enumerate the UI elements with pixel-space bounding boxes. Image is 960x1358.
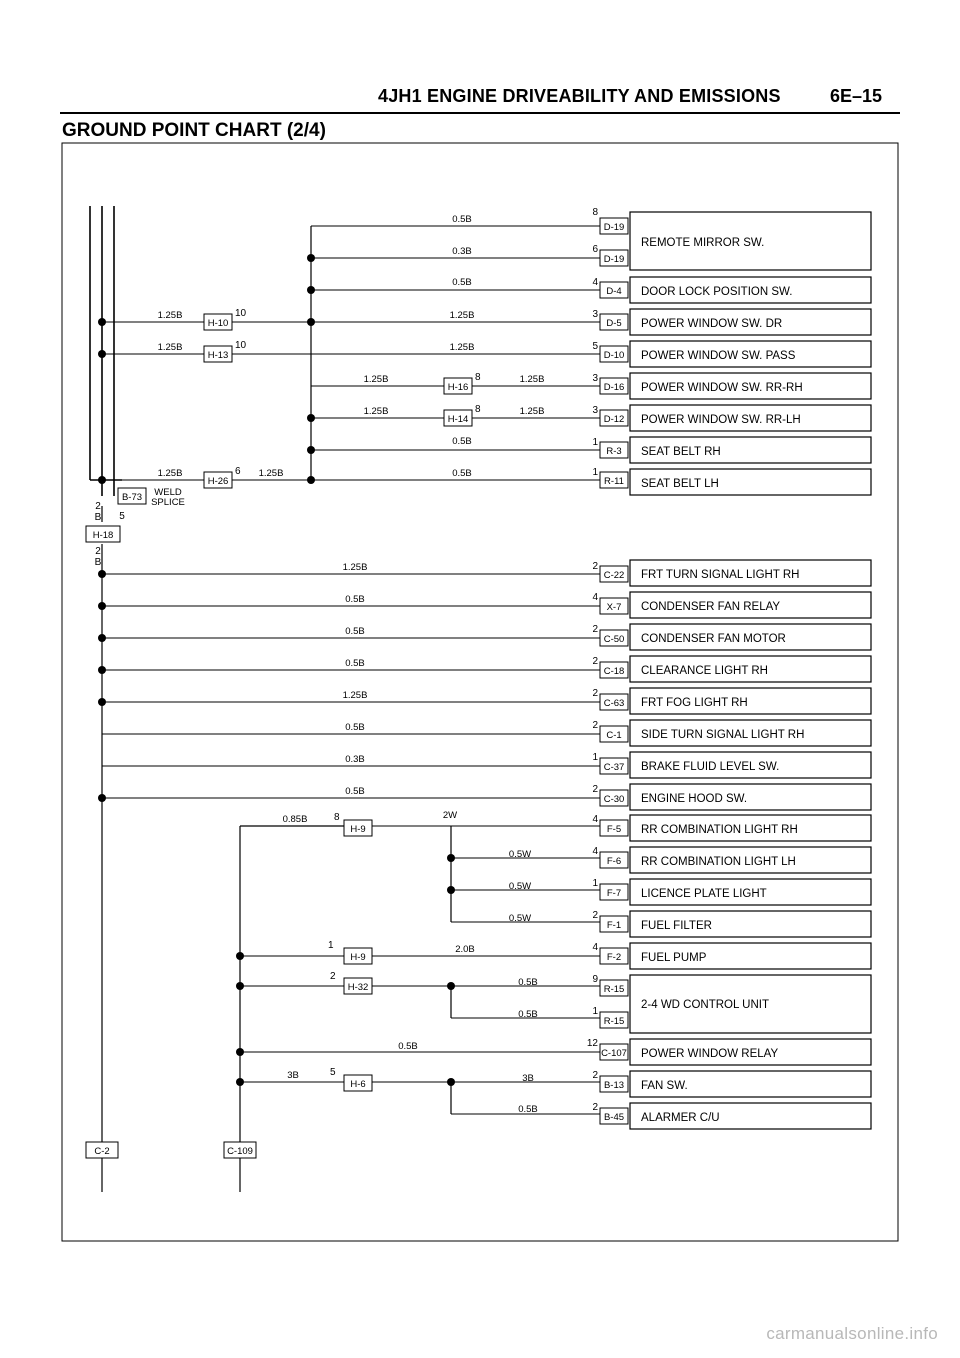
device-label: BRAKE FLUID LEVEL SW.: [641, 761, 780, 773]
inline-pin: 8: [475, 372, 481, 383]
inline-connector-id: H-9: [350, 824, 366, 835]
device-label: RR COMBINATION LIGHT RH: [641, 824, 798, 836]
terminal-id: C-18: [603, 666, 625, 677]
device-label: FRT FOG LIGHT RH: [641, 697, 748, 709]
device-label: POWER WINDOW SW. DR: [641, 318, 783, 330]
pin-number: 2: [592, 1102, 598, 1113]
terminal-id: C-50: [603, 634, 625, 645]
pin-number: 3: [592, 405, 598, 416]
wire-size: 3B: [287, 1070, 299, 1081]
device-label: 2-4 WD CONTROL UNIT: [641, 999, 769, 1011]
wire-size: 0.5W: [508, 849, 532, 860]
device-label: RR COMBINATION LIGHT LH: [641, 856, 796, 868]
terminal-id: R-15: [603, 984, 625, 995]
wire-size: 2W: [442, 810, 458, 821]
inline-connector-id: H-26: [207, 476, 229, 487]
wire-size: 0.5B: [452, 468, 472, 479]
terminal-id: C-107: [601, 1048, 627, 1059]
pin-number: 2: [592, 688, 598, 699]
pin-number: 2: [592, 624, 598, 635]
wire-size: 0.5B: [345, 626, 365, 637]
wire-size: 0.5B: [345, 594, 365, 605]
pin-number: 1: [592, 1006, 598, 1017]
terminal-id: C-1: [606, 730, 622, 741]
pin-number: 4: [592, 942, 598, 953]
wire-size: 0.5W: [508, 913, 532, 924]
device-label: POWER WINDOW SW. PASS: [641, 350, 796, 362]
wire-size: 1.25B: [449, 310, 475, 321]
wire-size: 1.25B: [342, 690, 368, 701]
wire-size: 3B: [522, 1073, 534, 1084]
pin-number: 4: [592, 846, 598, 857]
device-label: LICENCE PLATE LIGHT: [641, 888, 767, 900]
ground-c109-id: C-109: [227, 1146, 253, 1157]
device-label: FUEL PUMP: [641, 952, 707, 964]
wire-size: 0.5B: [452, 214, 472, 225]
splice-label: SPLICE: [151, 497, 185, 508]
device-label: CLEARANCE LIGHT RH: [641, 665, 768, 677]
pin-number: 2: [592, 656, 598, 667]
weld-label: WELD: [154, 487, 182, 498]
terminal-id: R-3: [606, 446, 622, 457]
terminal-id: C-63: [603, 698, 625, 709]
wire-size: 1.25B: [363, 374, 389, 385]
inline-pin: 10: [235, 340, 247, 351]
pin-number: 1: [592, 878, 598, 889]
pin-number: 2: [592, 720, 598, 731]
pin-number: 12: [586, 1038, 598, 1049]
terminal-id: C-30: [603, 794, 625, 805]
terminal-id: D-4: [606, 286, 622, 297]
wire-color: B: [94, 557, 102, 568]
header-title: 4JH1 ENGINE DRIVEABILITY AND EMISSIONS: [378, 86, 781, 106]
device-label: DOOR LOCK POSITION SW.: [641, 286, 793, 298]
wire-size: 1.25B: [342, 562, 368, 573]
device-label: FAN SW.: [641, 1080, 688, 1092]
terminal-id: D-19: [603, 254, 625, 265]
inline-connector-id: H-9: [350, 952, 366, 963]
wire-size: 0.5B: [345, 786, 365, 797]
inline-pin: 1: [328, 940, 334, 951]
pin-number: 4: [592, 814, 598, 825]
pin-number: 1: [592, 467, 598, 478]
device-label: POWER WINDOW SW. RR-RH: [641, 382, 803, 394]
device-label: SEAT BELT LH: [641, 478, 719, 490]
pin-number: 9: [592, 974, 598, 985]
pin-number: 6: [592, 244, 598, 255]
pin-number: 5: [119, 511, 125, 522]
inline-pin: 2: [330, 971, 336, 982]
wire-size: 0.5B: [452, 277, 472, 288]
terminal-id: C-37: [603, 762, 625, 773]
terminal-id: D-10: [603, 350, 625, 361]
wire-size: 0.5W: [508, 881, 532, 892]
inline-connector-id: H-16: [447, 382, 469, 393]
device-label: FUEL FILTER: [641, 920, 712, 932]
wire-size: 1.25B: [157, 310, 183, 321]
wire-size: 0.5B: [452, 436, 472, 447]
pin-number: 1: [592, 437, 598, 448]
wire-size: 1.25B: [258, 468, 284, 479]
device-label: POWER WINDOW RELAY: [641, 1048, 779, 1060]
weld-splice-id: B-73: [121, 492, 143, 503]
diagram-frame: [62, 143, 898, 1241]
wire-size: 1.25B: [157, 468, 183, 479]
wire-size: 2.0B: [455, 944, 475, 955]
terminal-id: B-13: [603, 1080, 625, 1091]
pin-number: 2: [592, 910, 598, 921]
inline-pin: 8: [475, 404, 481, 415]
chart-title: GROUND POINT CHART (2/4): [62, 120, 326, 141]
wire-size: 1.25B: [157, 342, 183, 353]
device-label: CONDENSER FAN RELAY: [641, 601, 781, 613]
terminal-id: D-19: [603, 222, 625, 233]
terminal-id: R-11: [604, 476, 624, 487]
pin-number: 5: [592, 341, 598, 352]
pin-number: 4: [592, 592, 598, 603]
pin-number: 3: [592, 309, 598, 320]
inline-connector-id: H-6: [350, 1079, 366, 1090]
wire-size: 0.5B: [398, 1041, 418, 1052]
page-number: 6E–15: [830, 86, 883, 106]
inline-pin: 5: [330, 1067, 336, 1078]
wire-size: 1.25B: [519, 406, 545, 417]
wire-size: 0.5B: [518, 1104, 538, 1115]
device-label: ENGINE HOOD SW.: [641, 793, 748, 805]
wire-size: 1.25B: [519, 374, 545, 385]
inline-connector-id: H-13: [207, 350, 229, 361]
terminal-id: B-45: [603, 1112, 625, 1123]
pin-number: 2: [592, 1070, 598, 1081]
pin-number: 2: [592, 561, 598, 572]
inline-pin: 10: [235, 308, 247, 319]
pin-number: 2: [95, 546, 101, 557]
wire-size: 0.5B: [345, 658, 365, 669]
wire-color: B: [94, 512, 102, 523]
inline-connector-id: H-32: [347, 982, 369, 993]
h18-connector-id: H-18: [92, 530, 114, 541]
terminal-id: F-6: [606, 856, 622, 867]
device-label: REMOTE MIRROR SW.: [641, 237, 765, 249]
terminal-id: F-1: [606, 920, 622, 931]
inline-connector-id: H-14: [447, 414, 469, 425]
pin-number: 1: [592, 752, 598, 763]
inline-pin: 6: [235, 466, 241, 477]
terminal-id: X-7: [606, 602, 622, 613]
terminal-id: F-2: [606, 952, 622, 963]
terminal-id: D-12: [603, 414, 625, 425]
pin-number: 4: [592, 277, 598, 288]
pin-number: 2: [95, 501, 101, 512]
device-label: SEAT BELT RH: [641, 446, 721, 458]
inline-connector-id: H-10: [207, 318, 229, 329]
wire-size: 0.3B: [345, 754, 365, 765]
pin-number: 3: [592, 373, 598, 384]
pin-number: 8: [592, 207, 598, 218]
terminal-id: C-22: [603, 570, 625, 581]
device-label: POWER WINDOW SW. RR-LH: [641, 414, 801, 426]
device-label: CONDENSER FAN MOTOR: [641, 633, 786, 645]
terminal-id: R-15: [603, 1016, 625, 1027]
terminal-id: D-16: [603, 382, 625, 393]
terminal-id: F-5: [606, 824, 622, 835]
device-label: FRT TURN SIGNAL LIGHT RH: [641, 569, 800, 581]
wire-size: 1.25B: [449, 342, 475, 353]
terminal-id: F-7: [606, 888, 622, 899]
device-label: SIDE TURN SIGNAL LIGHT RH: [641, 729, 805, 741]
wire-size: 0.5B: [345, 722, 365, 733]
wire-size: 0.5B: [518, 1009, 538, 1020]
wire-size: 0.3B: [452, 246, 472, 257]
wire-size: 1.25B: [363, 406, 389, 417]
device-label: ALARMER C/U: [641, 1112, 720, 1124]
ground-c2-id: C-2: [94, 1146, 110, 1157]
pin-number: 2: [592, 784, 598, 795]
inline-pin: 8: [334, 812, 340, 823]
wire-size: 0.5B: [518, 977, 538, 988]
terminal-id: D-5: [606, 318, 622, 329]
watermark: carmanualsonline.info: [766, 1324, 938, 1343]
wire-size: 0.85B: [282, 814, 308, 825]
